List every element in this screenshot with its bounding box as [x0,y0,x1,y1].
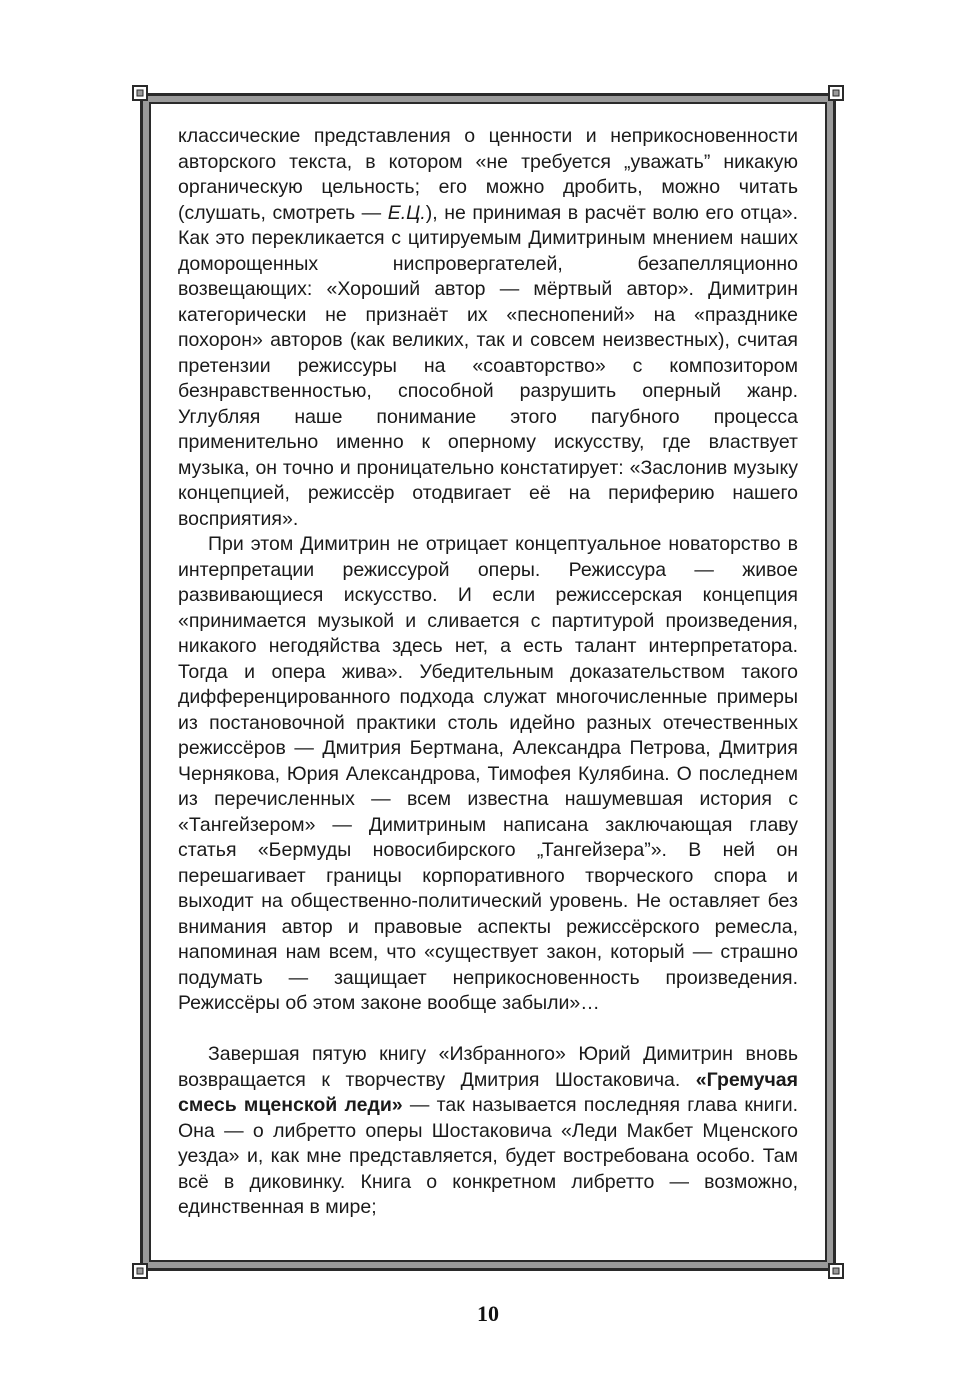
paragraph-3-text: Завершая пятую книгу «Избранного» Юрий Димитрин вновь возвращается к творчеству Дмитрия Шостаковича. [178,1043,798,1091]
paragraph-3-end: — так называется последняя глава книги. Она — о либретто оперы Шостаковича «Леди Макбет Мценского уезда» и, как мне представляется, будет востребована особо. Там всё в диковинку. Книга о конкретном либретто — возможно, единственная в мире; [178,1094,798,1218]
corner-ornament-top-right [828,85,844,101]
paragraph-gap [178,1017,798,1043]
paragraph-1 [178,124,798,532]
corner-ornament-top-left [132,85,148,101]
paragraph-3-bold-title: «Гремучая смесь мценской леди» [178,1068,798,1116]
paragraph-3 [178,1042,798,1221]
page-body-text [178,124,798,1221]
corner-ornament-bottom-right [828,1263,844,1279]
paragraph-1-end: ), не принимая в расчёт волю его отца». Как это перекликается с цитируемым Димитриным мнением наших доморощенных ниспровергателей, безапелляционно возвещающих: «Хороший автор — мёртвый автор». Димитрин категорически не признаёт их «песнопений» на «празднике похорон» авторов (как великих, так и совсем неизвестных), считая претензии режиссуры на «соавторство» с композитором безнравственностью, способной разрушить оперный жанр. Углубляя наше понимание этого пагубного процесса применительно именно к оперному искусству, где властвует музыка, он точно и проницательно констатирует: «Заслонив музыку концепцией, режиссёр отодвигает её на периферию нашего восприятия». [178,201,798,530]
paragraph-2: При этом Димитрин не отрицает концептуальное новаторство в интерпретации режиссурой оперы. Режиссура — живое развивающиеся искусство. И если режиссерская концепция «принимается музыкой и сливается с партитурой произведения, никакого негодяйства здесь нет, а есть талант интерпретатора. Тогда и опера жива». Убедительным доказательством такого дифференцированного подхода служат многочисленные примеры из постановочной практики столь идейно разных отечественных режиссёров — Дмитрия Бертмана, Александра Петрова, Дмитрия Чернякова, Юрия Александрова, Тимофея Кулябина. О последнем из перечисленных — всем известна нашумевшая история с «Тангейзером» — Димитриным написана заключающая главу статья «Бермуды новосибирского „Тангейзера”». В ней он перешагивает границы корпоративного творческого спора и выходит на общественно-политический уровень. Не оставляет без внимания автор и правовые аспекты режиссёрского ремесла, напоминая нам всем, что «существует закон, который — страшно подумать — защищает неприкосновенность произведения. Режиссёры об этом законе вообще забыли»… [178,533,798,1014]
paragraph-1-italic: Е.Ц. [387,201,426,224]
page-number: 10 [477,1301,499,1326]
corner-ornament-bottom-left [132,1263,148,1279]
paragraph-1-text: классические представления о ценности и неприкосновенности авторского текста, в котором «не требуется „уважать” никакую органическую цельность; его можно дробить, можно читать (слушать, смотреть — [178,125,798,224]
